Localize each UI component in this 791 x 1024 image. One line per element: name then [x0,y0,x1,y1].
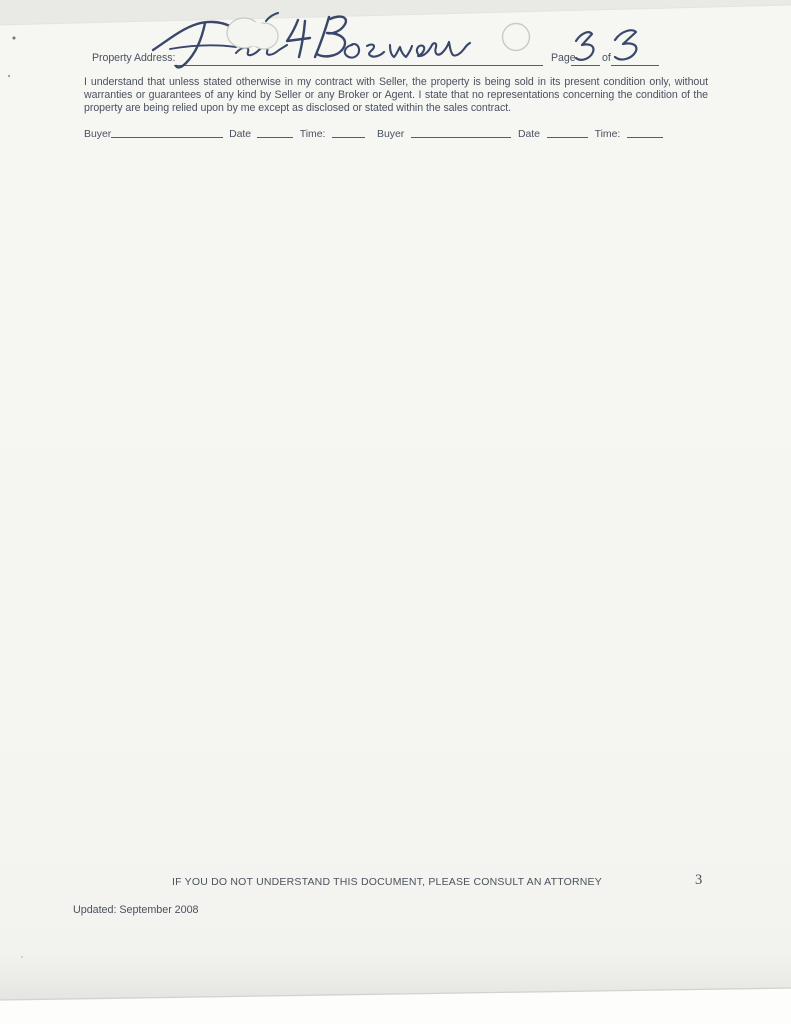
time1-label: Time: [299,128,326,140]
attorney-notice: IF YOU DO NOT UNDERSTAND THIS DOCUMENT, PLEASE CONSULT AN ATTORNEY [172,876,602,888]
buyer1-label: Buyer [84,128,112,140]
updated-note: Updated: September 2008 [73,904,199,916]
page-number: 3 [695,872,703,888]
disclosure-paragraph: I understand that unless stated otherwise in my contract with Seller, the property is being sold in its present condition only, without warranties or guarantees of any kind by Seller or any Broker or Agent. I state that no representations concerning the condition of the property are being relied upon by me except as disclosed or stated within the sales contract. [84,76,708,115]
whiteout-mark [227,18,278,49]
scan-bottom-edge [0,946,791,1024]
property-address-label: Property Address: [92,52,176,64]
date2-label: Date [517,128,540,140]
hole-punch-ghost [503,24,530,51]
date1-label: Date [229,128,252,140]
ink-specks [8,37,23,959]
handwriting-page-total [615,30,636,59]
handwriting-property-address [153,13,470,67]
handwriting-page-current [576,32,593,60]
time2-label: Time: [594,128,621,140]
buyer2-label: Buyer [377,128,405,140]
of-label: of [602,52,611,64]
scan-top-edge [0,0,791,25]
page-label: Page [551,52,576,64]
